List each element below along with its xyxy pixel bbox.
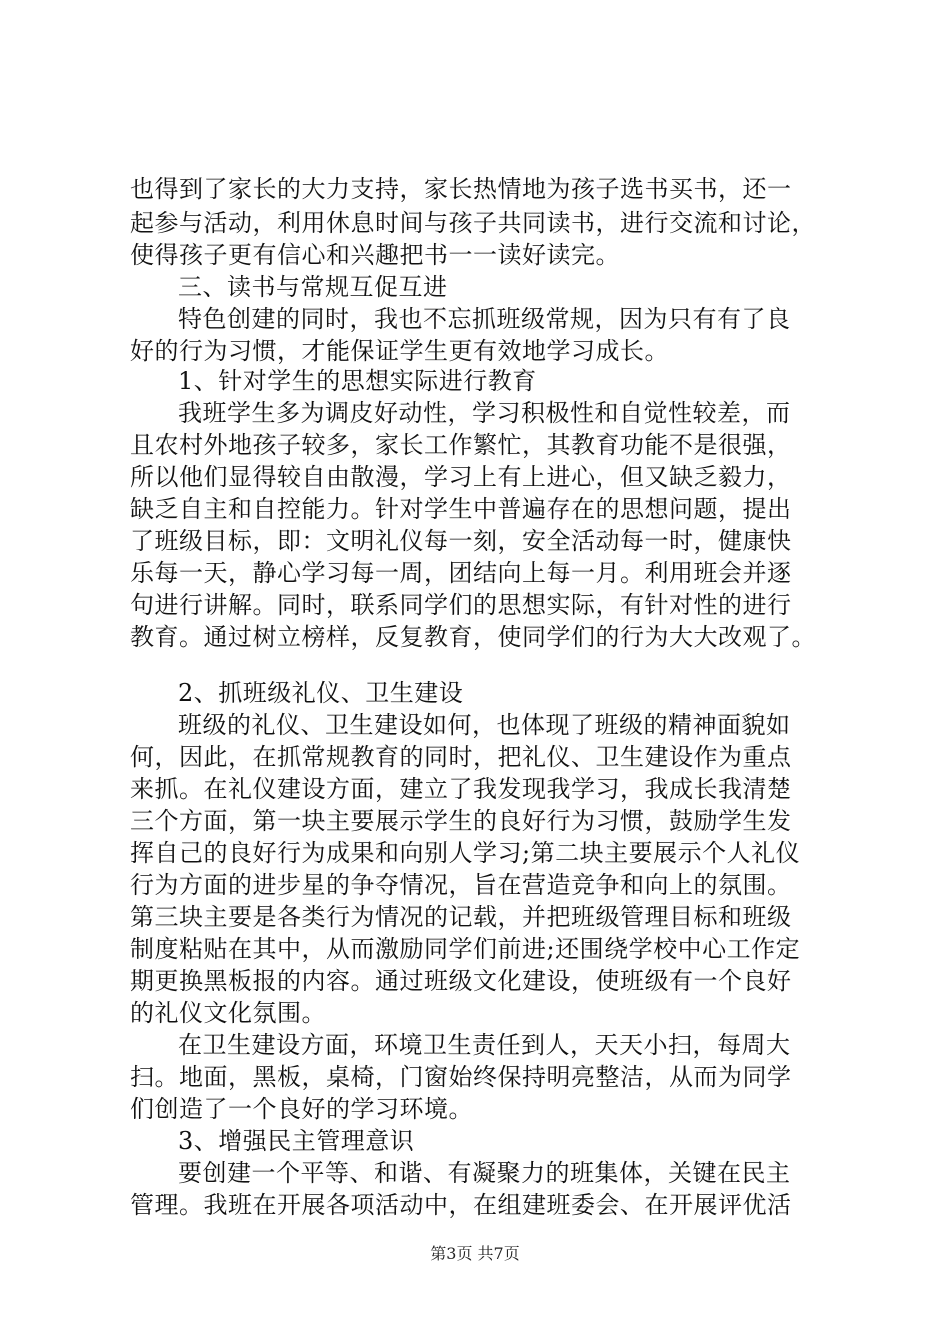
section-heading: 三、读书与常规互促互进 <box>178 273 448 301</box>
text-line: 期更换黑板报的内容。通过班级文化建设，使班级有一个良好 <box>130 967 792 995</box>
text-line: 制度粘贴在其中，从而激励同学们前进;还围绕学校中心工作定 <box>130 935 801 963</box>
subsection-heading: 2、抓班级礼仪、卫生建设 <box>178 679 464 707</box>
text-line: 扫。地面，黑板，桌椅，门窗始终保持明亮整洁，从而为同学 <box>130 1063 792 1091</box>
text-line: 特色创建的同时，我也不忘抓班级常规，因为只有有了良 <box>178 305 791 333</box>
text-line: 在卫生建设方面，环境卫生责任到人，天天小扫，每周大 <box>178 1031 791 1059</box>
text-line: 行为方面的进步星的争夺情况，旨在营造竞争和向上的氛围。 <box>130 871 792 899</box>
text-line: 乐每一天，静心学习每一周，团结向上每一月。利用班会并逐 <box>130 559 792 587</box>
text-line: 来抓。在礼仪建设方面，建立了我发现我学习，我成长我清楚 <box>130 775 792 803</box>
text-line: 管理。我班在开展各项活动中，在组建班委会、在开展评优活 <box>130 1191 792 1219</box>
text-line: 班级的礼仪、卫生建设如何，也体现了班级的精神面貌如 <box>178 711 791 739</box>
text-line: 缺乏自主和自控能力。针对学生中普遍存在的思想问题，提出 <box>130 495 792 523</box>
text-line: 且农村外地孩子较多，家长工作繁忙，其教育功能不是很强， <box>130 431 792 459</box>
text-line: 了班级目标，即：文明礼仪每一刻，安全活动每一时，健康快 <box>130 527 792 555</box>
text-line: 也得到了家长的大力支持，家长热情地为孩子选书买书，还一 <box>130 175 792 203</box>
text-line: 要创建一个平等、和谐、有凝聚力的班集体，关键在民主 <box>178 1159 791 1187</box>
text-line: 三个方面，第一块主要展示学生的良好行为习惯，鼓励学生发 <box>130 807 792 835</box>
text-line: 挥自己的良好行为成果和向别人学习;第二块主要展示个人礼仪 <box>130 839 801 867</box>
text-line: 们创造了一个良好的学习环境。 <box>130 1095 473 1123</box>
subsection-heading: 3、增强民主管理意识 <box>178 1127 415 1155</box>
text-line: 好的行为习惯，才能保证学生更有效地学习成长。 <box>130 337 669 365</box>
text-line: 句进行讲解。同时，联系同学们的思想实际，有针对性的进行 <box>130 591 792 619</box>
text-line: 的礼仪文化氛围。 <box>130 999 326 1027</box>
text-line: 教育。通过树立榜样，反复教育，使同学们的行为大大改观了。 <box>130 623 816 651</box>
text-line: 何，因此，在抓常规教育的同时，把礼仪、卫生建设作为重点 <box>130 743 792 771</box>
text-line: 使得孩子更有信心和兴趣把书一一读好读完。 <box>130 241 620 269</box>
text-line: 我班学生多为调皮好动性，学习积极性和自觉性较差，而 <box>178 399 791 427</box>
text-line: 起参与活动，利用休息时间与孩子共同读书，进行交流和讨论， <box>130 209 816 237</box>
page-footer: 第3页 共7页 <box>430 1244 520 1263</box>
text-line: 第三块主要是各类行为情况的记载，并把班级管理目标和班级 <box>130 903 792 931</box>
text-line: 所以他们显得较自由散漫，学习上有上进心，但又缺乏毅力， <box>130 463 792 491</box>
subsection-heading: 1、针对学生的思想实际进行教育 <box>178 367 537 395</box>
